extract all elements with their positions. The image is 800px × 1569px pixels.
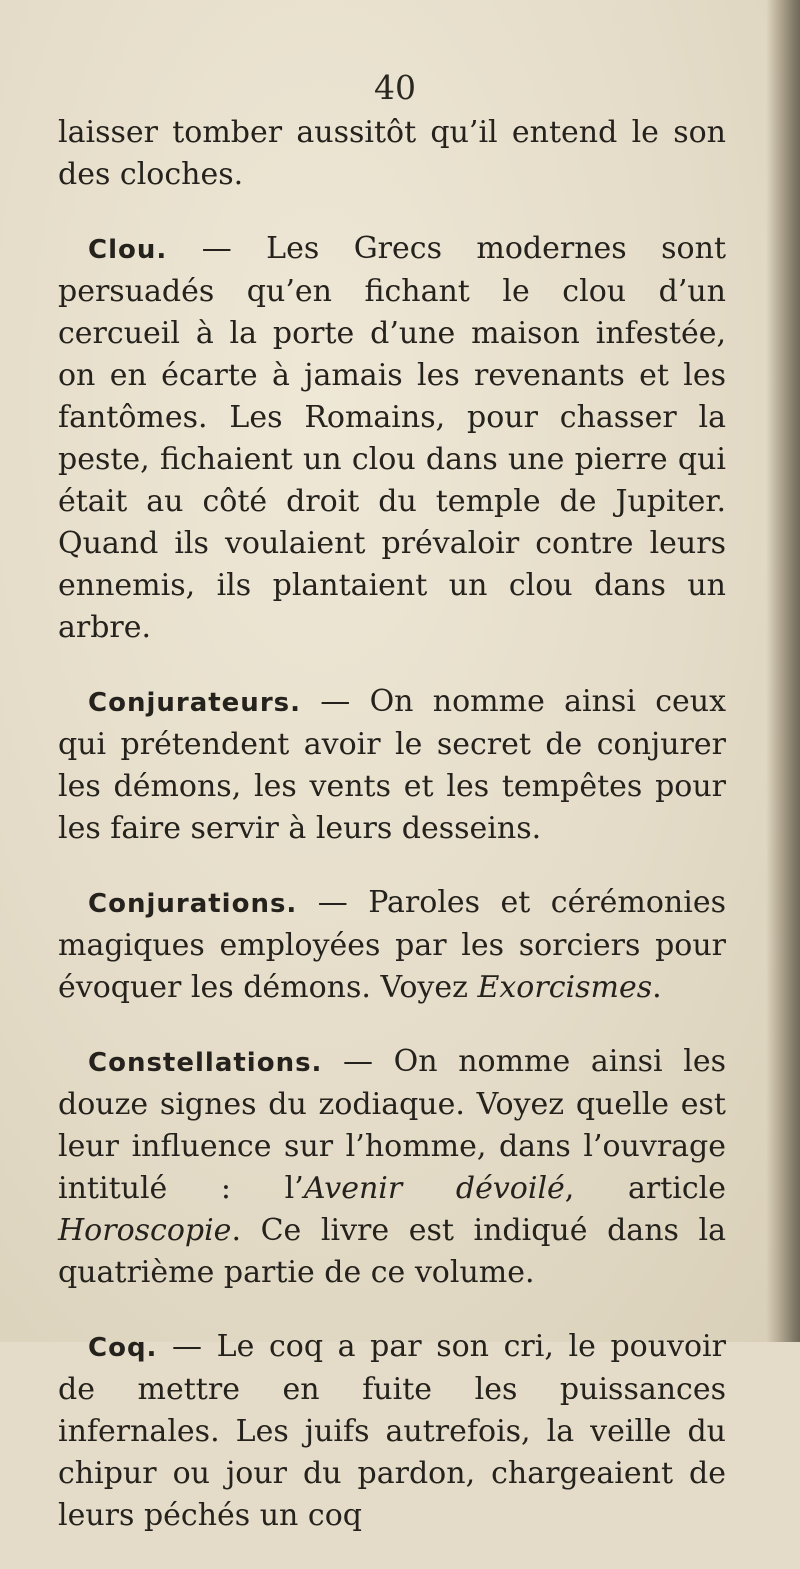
entry-headword: Conjurateurs. — [88, 688, 301, 718]
entry-body: — Paroles et cérémonies magiques employées par les sorciers pour évoquer les démons. Voyez — [58, 885, 726, 1005]
entry-body-end: . Ce livre est indiqué dans la quatrième partie de ce volume. — [58, 1213, 726, 1290]
article-reference: Horoscopie — [58, 1213, 232, 1248]
entry-headword: Conjurations. — [88, 889, 298, 919]
page-text — [58, 112, 726, 1569]
entry-body: — On nomme ainsi les douze signes du zodiaque. Voyez quelle est leur influence sur l’homme, dans l’ouvrage intitulé : l’ — [58, 1044, 726, 1206]
entry-conjurateurs — [58, 681, 726, 850]
entry-body: — Les Grecs modernes sont persuadés qu’en fichant le clou d’un cercueil à la porte d’une maison infestée, on en écarte à jamais les revenants et les fantômes. Les Romains, pour chasser la peste, fichaient un clou dans une pierre qui était au côté droit du temple de Jupiter. Quand ils voulaient prévaloir contre leurs ennemis, ils plantaient un clou dans un arbre. — [58, 231, 726, 645]
page-number: 40 — [374, 68, 416, 107]
entry-clou — [58, 228, 726, 649]
entry-headword: Constellations. — [88, 1048, 323, 1078]
entry-body-end: . — [652, 970, 662, 1005]
entry-conjurations — [58, 882, 726, 1009]
entry-body: — On nomme ainsi ceux qui prétendent avoir le secret de conjurer les démons, les vents et les tempêtes pour les faire servir à leurs desseins. — [58, 684, 726, 846]
continuation-paragraph: laisser tomber aussitôt qu’il entend le son des cloches. — [58, 115, 726, 192]
entry-body-middle: , article — [564, 1171, 727, 1206]
book-title-reference: Avenir dévoilé — [303, 1171, 565, 1206]
entry-body: — Le coq a par son cri, le pouvoir de mettre en fuite les puissances infernales. Les juifs autrefois, la veille du chipur ou jour du pardon, chargeaient de leurs péchés un coq — [58, 1329, 726, 1533]
entry-constellations — [58, 1041, 726, 1294]
book-spine-shadow — [766, 0, 800, 1342]
entry-coq — [58, 1326, 726, 1537]
entry-headword: Coq. — [88, 1333, 158, 1363]
entry-headword: Clou. — [88, 235, 168, 265]
cross-reference: Exorcismes — [477, 970, 653, 1005]
